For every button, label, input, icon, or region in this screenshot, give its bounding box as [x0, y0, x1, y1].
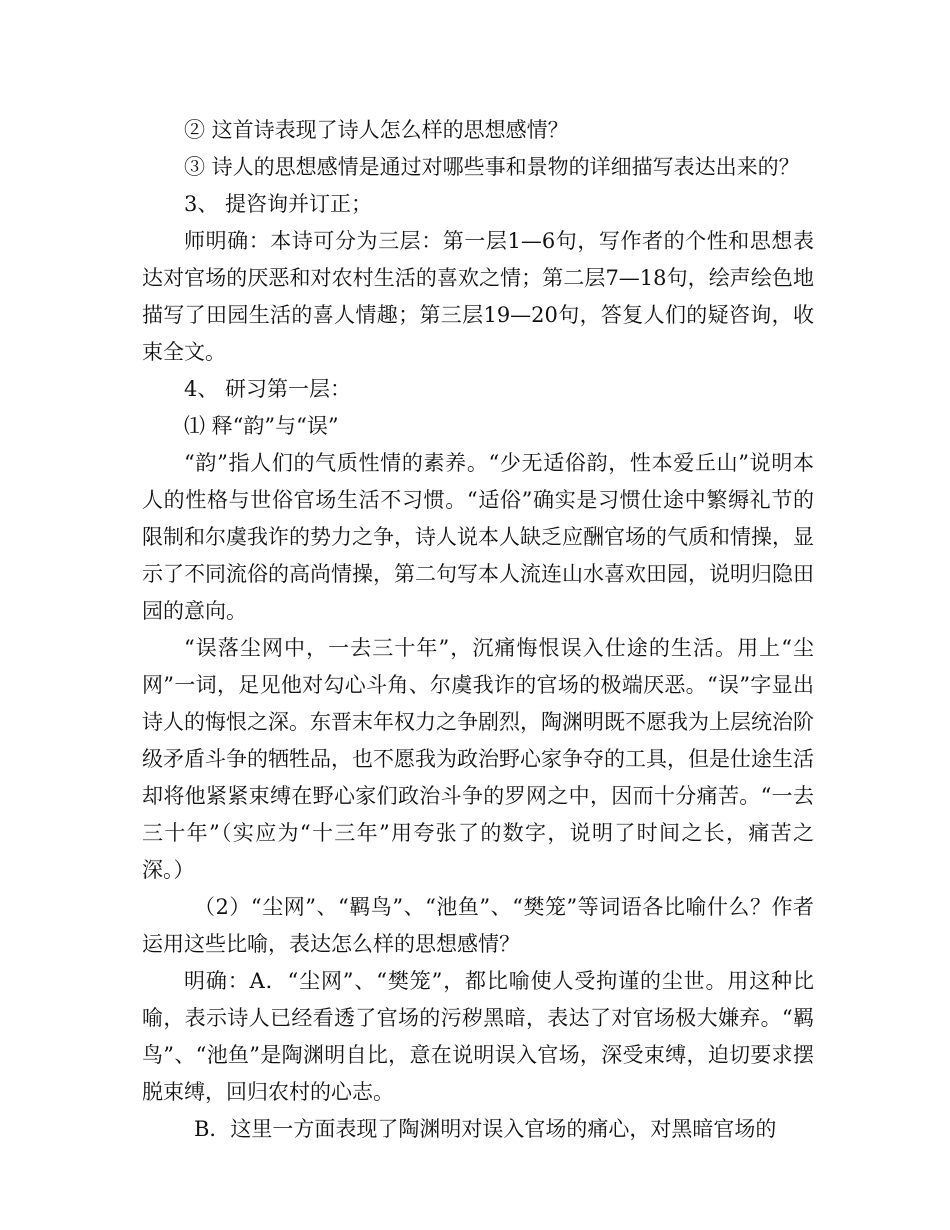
answer-b: B．这里一方面表现了陶渊明对误入官场的痛心，对黑暗官场的 — [194, 1117, 777, 1141]
paragraph-wu: “误落尘网中，一去三十年”，沉痛悔恨误入仕途的生活。用上“尘网”一词，足见他对勾心斗角、尔虞我诈的官场的极端厌恶。“误”字显出诗人的悔恨之深。东晋末年权力之争剧烈，陶渊明既不愿我为上层统治阶级矛盾斗争的牺牲品，也不愿我为政治野心家争夺的工具，但是仕途生活却将他紧紧束缚在野心家们政治斗争的罗网之中，因而十分痛苦。“一去三十年”（实应为“十三年”用夸张了的数字，说明了时间之长，痛苦之深。） — [142, 636, 814, 882]
step-3-heading: 3、 提咨询并订正； — [184, 192, 373, 216]
step-4-heading: 4、 研习第一层： — [184, 377, 352, 401]
question-2: ② 这首诗表现了诗人怎么样的思想感情？ — [184, 118, 569, 142]
teacher-clarification: 师明确：本诗可分为三层：第一层1—6句，写作者的个性和思想表达对官场的厌恶和对农村生活的喜欢之情；第二层7—18句，绘声绘色地描写了田园生活的喜人情趣；第三层19—20句，答复人们的疑咨询，收束全文。 — [142, 229, 814, 364]
question-3: ③ 诗人的思想感情是通过对哪些事和景物的详细描写表达出来的？ — [184, 155, 800, 179]
question-metaphors: （2）“尘网”、“羁鸟”、“池鱼”、“樊笼”等词语各比喻什么？作者运用这些比喻，表达怎么样的思想感情？ — [142, 895, 814, 956]
sub-heading-yun-wu: ⑴ 释“韵”与“误” — [184, 414, 339, 438]
document-body — [142, 112, 814, 1148]
paragraph-yun: “韵”指人们的气质性情的素养。“少无适俗韵，性本爱丘山”说明本人的性格与世俗官场生活不习惯。“适俗”确实是习惯仕途中繁缛礼节的限制和尔虞我诈的势力之争，诗人说本人缺乏应酬官场的气质和情操，显示了不同流俗的高尚情操，第二句写本人流连山水喜欢田园，说明归隐田园的意向。 — [142, 451, 814, 623]
answer-a: 明确：A．“尘网”、“樊笼”，都比喻使人受拘谨的尘世。用这种比喻，表示诗人已经看透了官场的污秽黑暗，表达了对官场极大嫌弃。“羁鸟”、“池鱼”是陶渊明自比，意在说明误入官场，深受束缚，迫切要求摆脱束缚，回归农村的心志。 — [142, 969, 814, 1104]
